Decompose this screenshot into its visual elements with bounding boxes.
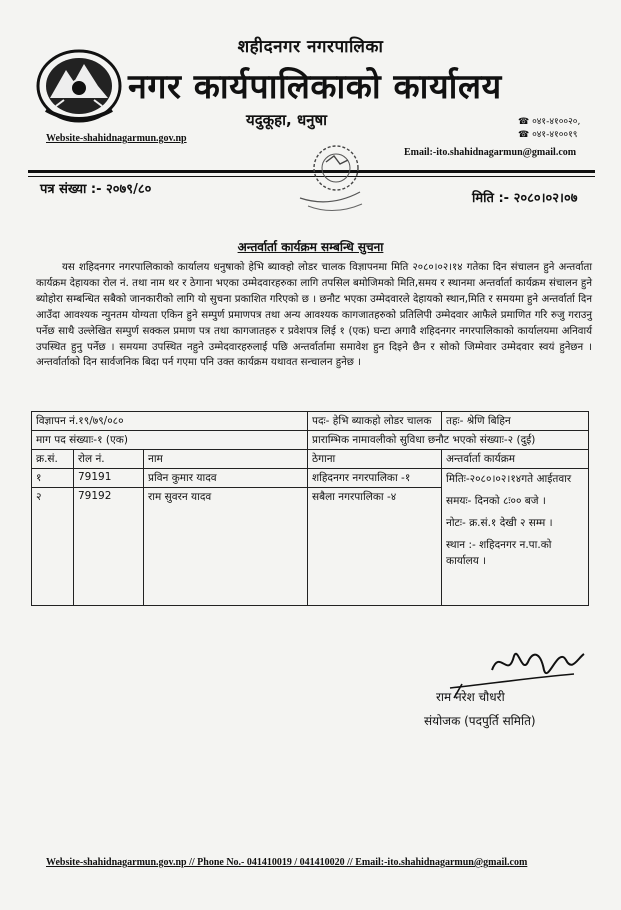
signatory-name: राम नरेश चौधरी — [436, 690, 505, 704]
column-header-address: ठेगाना — [308, 450, 442, 469]
office-stamp — [290, 134, 374, 218]
table-row — [32, 469, 589, 488]
interview-schedule — [442, 469, 589, 606]
row-sn: २ — [32, 488, 74, 606]
column-header-schedule: अन्तर्वार्ता कार्यक्रम — [442, 450, 589, 469]
phone-number: ☎ ०४१-४१००१९ — [518, 130, 578, 140]
reference-number: पत्र संख्या :- २०७९/८० — [40, 182, 152, 197]
letter-date: मिति :- २०८०।०२।०७ — [472, 191, 578, 206]
municipality-name: शहीदनगर नगरपालिका — [237, 37, 384, 57]
advertisement-number: विज्ञापन नं.१९/७९/०८० — [32, 412, 308, 431]
row-sn: १ — [32, 469, 74, 488]
notice-title: अन्तर्वार्ता कार्यक्रम सम्बन्धि सुचना — [237, 240, 384, 254]
signatory-role: संयोजक (पदपुर्ति समिति) — [424, 714, 536, 728]
row-address: शहिदनगर नगरपालिका -१ — [308, 469, 442, 488]
phone-number: ☎ ०४१-४१००२०, — [518, 117, 581, 127]
schedule-date: मितिः-२०८०।०२।१४गते आईतवार — [446, 473, 572, 485]
nepal-government-emblem — [36, 48, 122, 124]
phone-block — [518, 116, 580, 142]
notice-body: यस शहिदनगर नगरपालिकाको कार्यालय धनुषाको हेभि ब्याक्हो लोडर चालक विज्ञापनमा मिति २०८०।०२।१४ गतेका दिन संचालन हुने अन्तर्वाता कार्यक्रम देहायका रोल नं. तथा नाम थर र ठेगाना भएका उम्मेदवारहरुका लागि तपसिल बमोजिमको मिति,समय र स्थानमा अन्तर्वार्ता कार्यक्रम संचालन हुने ब्योहोरा सम्बन्धित सबैको जानकारीको लागि यो सुचना प्रकाशित गरिएको छ । छनौट भएका उम्मेदवारले देहायको स्थान,मिति र समयमा हुने अन्तर्वार्ता दिन आउँदा आवश्यक न्युनतम योग्यता एकिन हुने सम्पुर्ण प्रमाणपत्र तथा अन्य आवश्यक कागजातहरुको प्रतिलिपी उम्मेदवार आफैले प्रमाणित गरि रुजु गराउनु पर्नेछ साथै उल्लेखित सम्पुर्ण सक्कल प्रमाण पत्र तथा कागजातहरु र प्रवेशपत्र लिई १ (एक) घन्टा अगावै शहिदनगर नगरपालिकाको कार्यालयमा अनिवार्य उपस्थित हुनु पर्नेछ । समयमा उपस्थित नहुने उम्मेदवारहरुलाई पछि अन्तर्वार्तामा समावेश हुन दिइने छैन र सोको जिम्मेवार उम्मेदवार स्वयं हुनेछन । अन्तर्वार्ताको दिन सार्वजनिक बिदा पर्न गएमा पनि उक्त कार्यक्रम यथावत सन्चालन हुनेछ । — [36, 262, 592, 369]
row-name: राम सुवरन यादव — [144, 488, 308, 606]
column-header-name: नाम — [144, 450, 308, 469]
schedule-note: नोटः- क्र.सं.१ देखी २ सम्म । — [446, 517, 553, 529]
row-roll: 79191 — [74, 469, 144, 488]
email-address[interactable]: Email:-ito.shahidnagarmun@gmail.com — [404, 147, 577, 158]
interview-table — [31, 411, 589, 606]
row-address: सबैला नगरपालिका -४ — [308, 488, 442, 606]
website-link[interactable]: Website-shahidnagarmun.gov.np — [46, 133, 187, 144]
demand-post-count: माग पद संख्याः-१ (एक) — [32, 431, 308, 450]
office-location: यदुकूहा, धनुषा — [246, 111, 328, 129]
post-level: तहः- श्रेणि बिहिन — [442, 412, 589, 431]
office-title: नगर कार्यपालिकाको कार्यालय — [128, 67, 502, 107]
schedule-time: समयः- दिनको ८ः०० बजे । — [446, 495, 546, 507]
row-roll: 79192 — [74, 488, 144, 606]
shortlist-count: प्राराम्भिक नामावलीको सुविधा छनौट भएको संख्याः-२ (दुई) — [308, 431, 589, 450]
post-name: पदः- हेभि ब्याकहो लोडर चालक — [308, 412, 442, 431]
column-header-sn: क्र.सं. — [32, 450, 74, 469]
row-name: प्रविन कुमार यादव — [144, 469, 308, 488]
column-header-roll: रोल नं. — [74, 450, 144, 469]
schedule-place: स्थान :- शहिदनगर न.पा.को कार्यालय । — [446, 539, 552, 567]
footer-contact: Website-shahidnagarmun.gov.np // Phone No.- 041410019 / 041410020 // Email:-ito.shahidnagarmun@gmail.com — [46, 857, 528, 868]
